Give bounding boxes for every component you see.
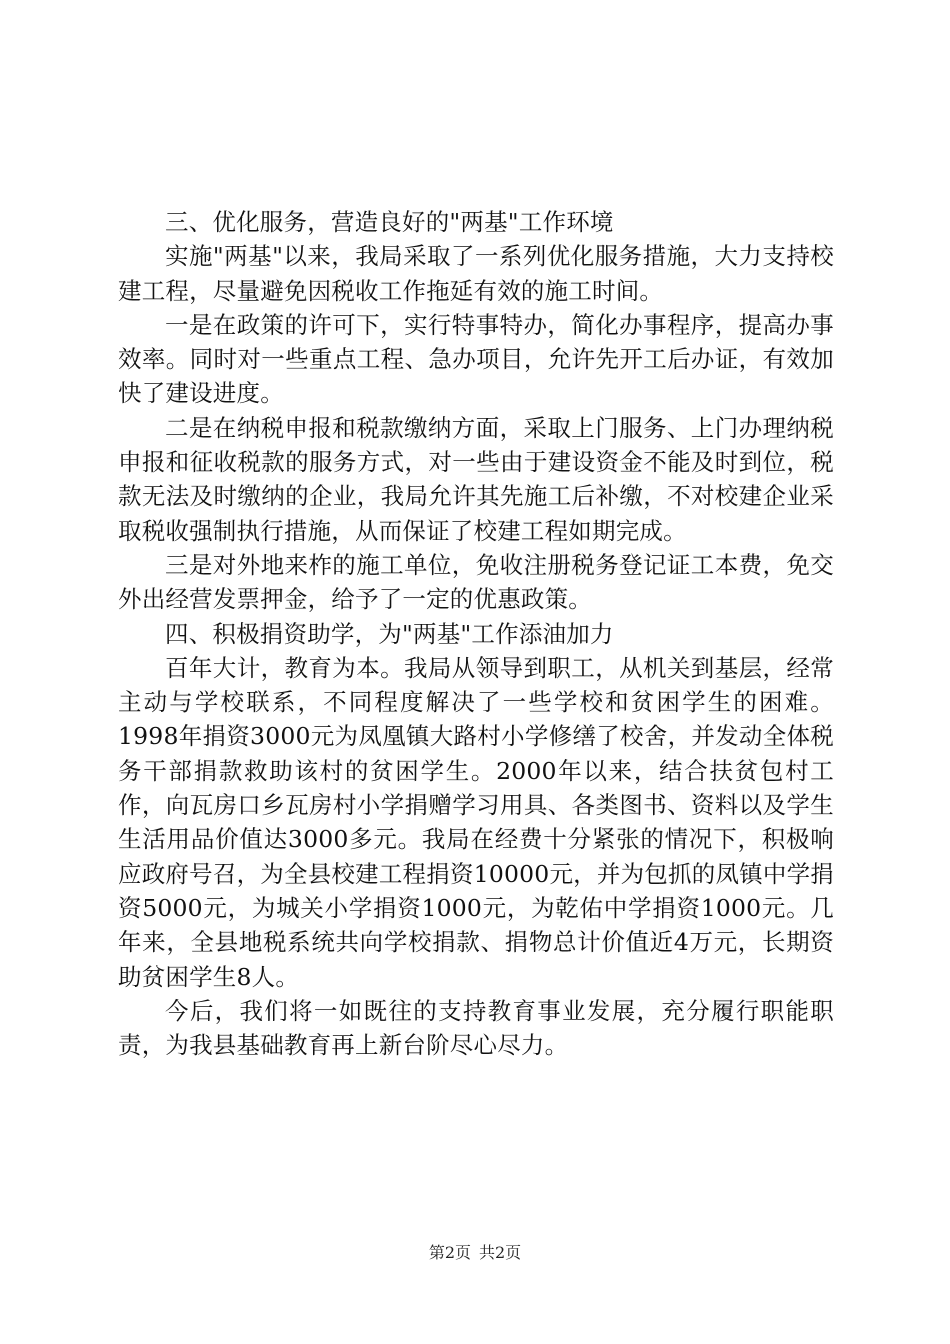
paragraph: 实施"两基"以来，我局采取了一系列优化服务措施，大力支持校建工程，尽量避免因税收工作拖延有效的施工时间。 (118, 242, 834, 305)
document-body (118, 205, 834, 1062)
page-total: 共2页 (479, 1243, 522, 1262)
paragraph: 百年大计，教育为本。我局从领导到职工，从机关到基层，经常主动与学校联系，不同程度解决了一些学校和贫困学生的困难。1998年捐资3000元为凤凰镇大路村小学修缮了校舍，并发动全体税务干部捐款救助该村的贫困学生。2000年以来，结合扶贫包村工作，向瓦房口乡瓦房村小学捐赠学习用具、各类图书、资料以及学生生活用品价值达3000多元。我局在经费十分紧张的情况下，积极响应政府号召，为全县校建工程捐资10000元，并为包抓的凤镇中学捐资5000元，为城关小学捐资1000元，为乾佑中学捐资1000元。几年来，全县地税系统共向学校捐款、捐物总计价值近4万元，长期资助贫困学生8人。 (118, 653, 834, 991)
page-footer (0, 1243, 950, 1263)
section-heading-donation: 四、积极捐资助学，为"两基"工作添油加力 (165, 619, 614, 648)
section-heading-optimize-service: 三、优化服务，营造良好的"两基"工作环境 (165, 208, 614, 236)
paragraph: 三是对外地来柞的施工单位，免收注册税务登记证工本费，免交外出经营发票押金，给予了一定的优惠政策。 (118, 550, 834, 614)
page-number: 第2页 (428, 1243, 471, 1262)
paragraph: 二是在纳税申报和税款缴纳方面，采取上门服务、上门办理纳税申报和征收税款的服务方式，对一些由于建设资金不能及时到位，税款无法及时缴纳的企业，我局允许其先施工后补缴，不对校建企业采取税收强制执行措施，从而保证了校建工程如期完成。 (118, 413, 834, 545)
paragraph: 今后，我们将一如既往的支持教育事业发展，充分履行职能职责，为我县基础教育再上新台阶尽心尽力。 (118, 996, 834, 1060)
paragraph: 一是在政策的许可下，实行特事特办，简化办事程序，提高办事效率。同时对一些重点工程、急办项目，允许先开工后办证，有效加快了建设进度。 (118, 310, 834, 408)
